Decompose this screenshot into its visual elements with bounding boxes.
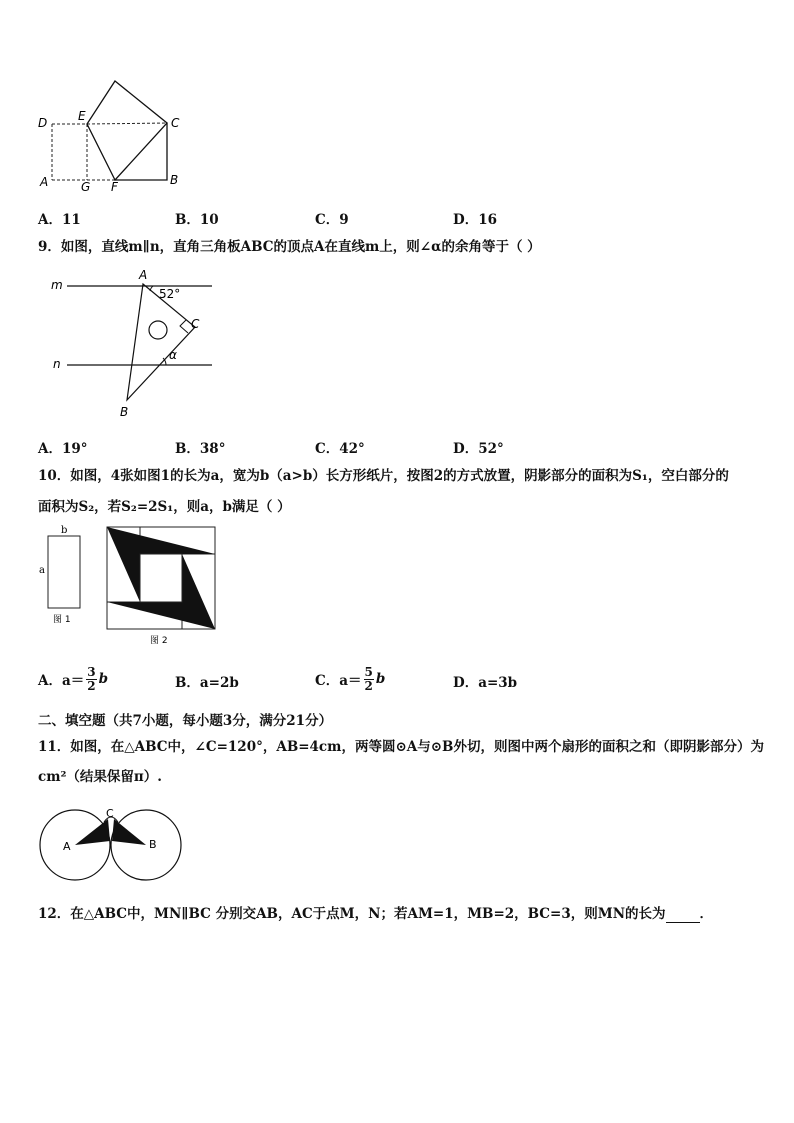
- q10-option-d[interactable]: D．a=3b: [453, 675, 518, 691]
- q10-option-a-num: 3: [87, 664, 96, 679]
- q8-label-e: E: [78, 109, 86, 123]
- q10-option-c-fraction: [364, 666, 374, 693]
- q8-option-d[interactable]: D．16: [453, 212, 497, 228]
- q9-label-n: n: [53, 357, 61, 371]
- q11-label-c: C: [106, 807, 114, 820]
- q12-answer-blank[interactable]: [666, 908, 700, 923]
- q11-sector-b: [112, 819, 146, 845]
- q10-option-c-prefix: C．a＝: [315, 673, 362, 689]
- q10-option-c-suffix: b: [375, 671, 386, 687]
- q8-square: [87, 81, 167, 180]
- q12-stem-end: ．: [699, 906, 714, 922]
- q10-option-b[interactable]: B．a=2b: [175, 675, 239, 691]
- q9-label-alpha: α: [169, 348, 177, 362]
- q11-figure: [38, 802, 188, 888]
- q10-option-a-fraction: [86, 666, 96, 693]
- q8-label-b: B: [170, 173, 179, 187]
- q10-option-c[interactable]: [315, 661, 385, 697]
- q8-label-d: D: [38, 116, 48, 130]
- q10-fig1-caption: 图 1: [53, 615, 71, 625]
- q10-figure-2: [104, 524, 222, 648]
- q8-option-b[interactable]: B．10: [175, 212, 219, 228]
- section-2-title: 二、填空题（共7小题，每小题3分，满分21分）: [38, 713, 333, 729]
- q10-stem-line2: 面积为S₂，若S₂=2S₁，则a，b满足（ ）: [38, 499, 291, 515]
- q10-option-a-prefix: A．a＝: [38, 673, 85, 689]
- q9-label-angle: 52°: [159, 287, 181, 301]
- q9-option-d[interactable]: D．52°: [453, 441, 504, 457]
- q11-stem-line1: 11．如图，在△ABC中，∠C=120°，AB=4cm，两等圆⊙A与⊙B外切，则图中两个扇形的面积之和（即阴影部分）为: [38, 739, 764, 755]
- q10-option-c-num: 5: [364, 664, 373, 679]
- q11-label-a: A: [63, 840, 71, 853]
- q8-dashed-ec: [87, 123, 167, 124]
- q8-figure: [30, 76, 190, 198]
- q9-angle-arc-52: [150, 286, 153, 291]
- q11-label-b: B: [149, 838, 157, 851]
- q10-stem-line1: 10．如图，4张如图1的长为a，宽为b（a>b）长方形纸片，按图2的方式放置，阴影部分的面积为S₁，空白部分的: [38, 468, 729, 484]
- q10-figure-1: [36, 524, 96, 628]
- q8-label-c: C: [171, 116, 180, 130]
- q9-label-b: B: [120, 405, 129, 419]
- q8-option-c[interactable]: C．9: [315, 212, 349, 228]
- q8-label-g: G: [81, 180, 91, 194]
- q8-label-a: A: [40, 175, 49, 189]
- q9-right-angle-mark: [180, 320, 188, 333]
- q9-option-c[interactable]: C．42°: [315, 441, 365, 457]
- q9-label-c: C: [191, 317, 200, 331]
- q10-fig2-center-square: [140, 554, 182, 602]
- q10-fig1-rect: [48, 536, 80, 608]
- q10-option-c-den: 2: [364, 678, 373, 693]
- q10-option-a-den: 2: [87, 678, 96, 693]
- q8-option-a[interactable]: A．11: [38, 212, 81, 228]
- q10-fig2-caption: 图 2: [150, 636, 168, 646]
- q11-stem-line2: cm²（结果保留π）.: [38, 769, 162, 785]
- q10-fig1-label-b: b: [61, 525, 68, 536]
- q9-hole: [149, 321, 167, 339]
- q10-option-a[interactable]: [38, 661, 108, 697]
- q9-label-m: m: [51, 278, 63, 292]
- q9-triangle: [127, 284, 195, 400]
- q12-stem: [38, 905, 713, 923]
- q10-fig1-label-a: a: [39, 565, 45, 576]
- q9-option-a[interactable]: A．19°: [38, 441, 88, 457]
- q9-figure: [45, 265, 220, 423]
- q11-sector-a: [75, 819, 110, 845]
- q9-stem: 9．如图，直线m∥n，直角三角板ABC的顶点A在直线m上，则∠α的余角等于（ ）: [38, 239, 541, 255]
- q9-label-a: A: [139, 268, 148, 282]
- q9-option-b[interactable]: B．38°: [175, 441, 226, 457]
- q12-stem-text: 12．在△ABC中，MN∥BC 分别交AB，AC于点M，N；若AM=1，MB=2，BC=3，则MN的长为: [38, 906, 666, 922]
- q8-label-f: F: [111, 180, 118, 194]
- q10-option-a-suffix: b: [98, 671, 109, 687]
